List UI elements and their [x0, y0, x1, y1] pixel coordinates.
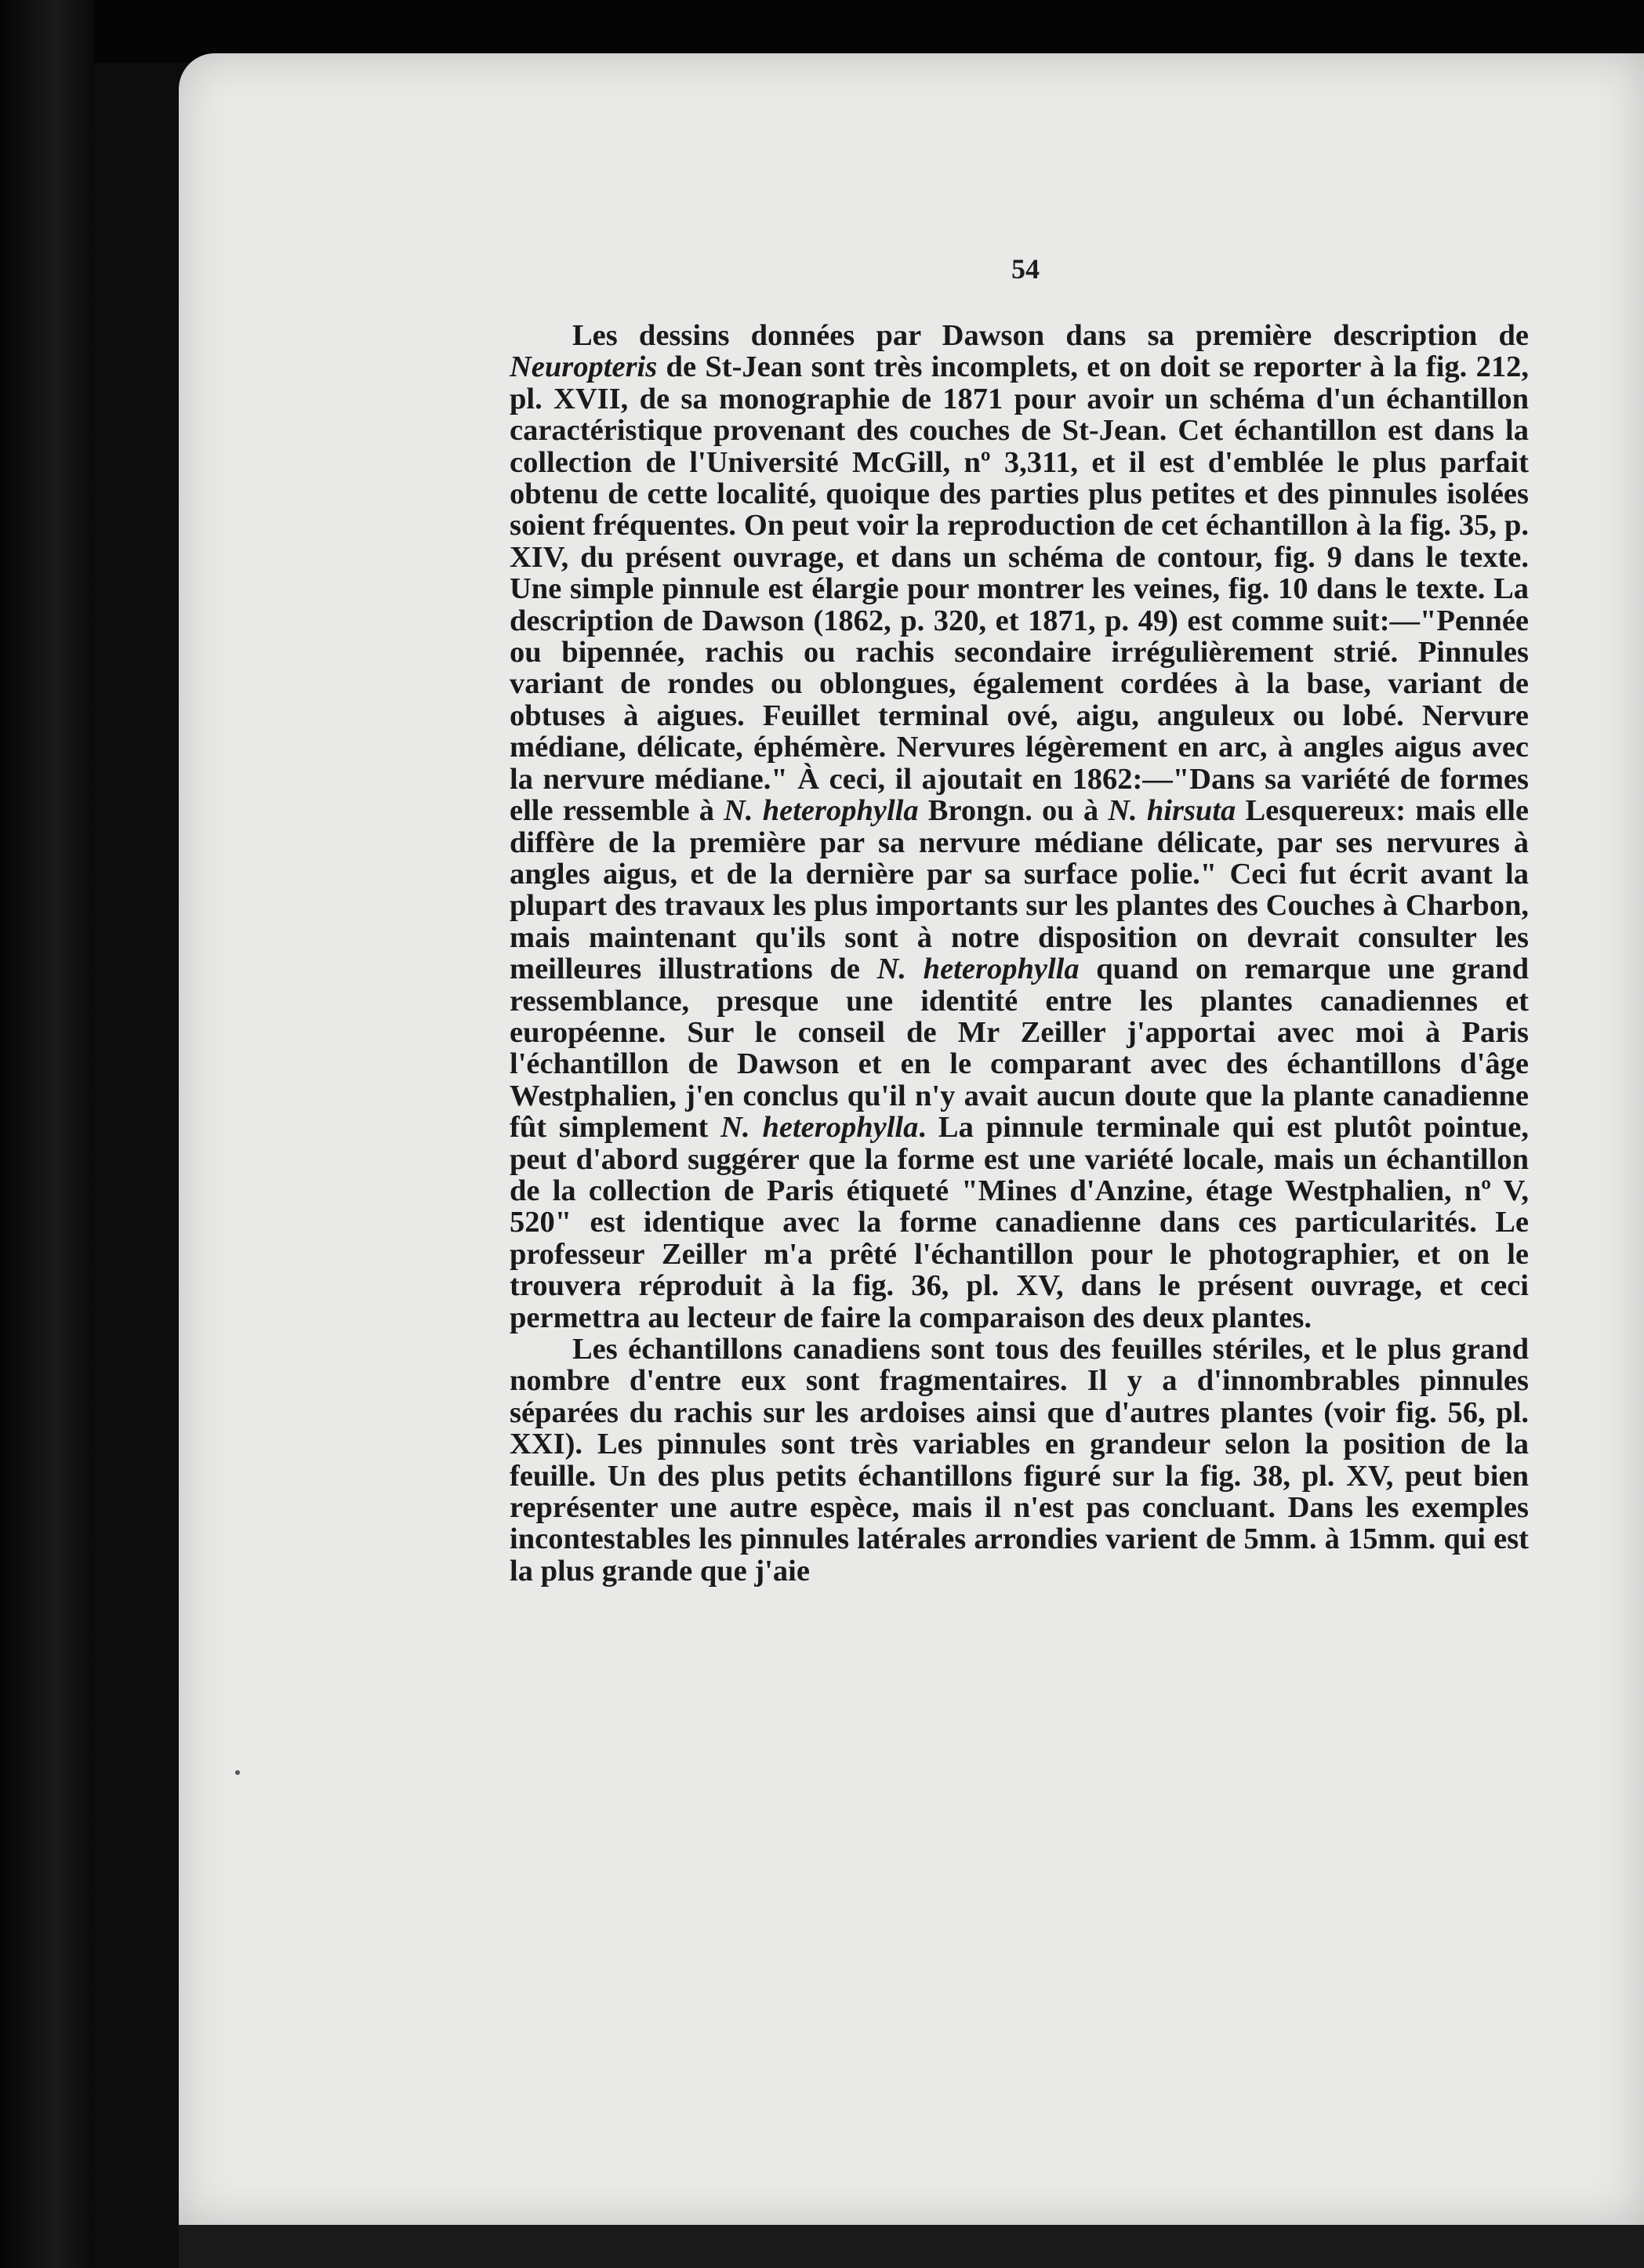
text-run: Brongn. ou à	[918, 794, 1109, 828]
text-run: de St-Jean sont très incomplets, et on doit se reporter à la fig. 212, pl. XVII, de sa monographie de 1871 pour avoir un schéma d'un échantillon caractéristique provenant des couches de St-Jean. Cet échantillon est dans la collection de l'Université McGill, nº 3,311, et il est d'emblée le plus parfait obtenu de cette localité, quoique des parties plus petites et des pinnules isolées soient fréquentes. On peut voir la reproduction de cet échantillon à la fig. 35, p. XIV, du présent ouvrage, et dans un schéma de contour, fig. 9 dans le texte. Une simple pinnule est élargie pour montrer les veines, fig. 10 dans le texte. La description de Dawson (1862, p. 320, et 1871, p. 49) est comme suit:—"Pennée ou bipennée, rachis ou rachis secondaire irrégulièrement strié. Pinnules variant de rondes ou oblongues, également cordées à la base, variant de obtuses à aigues. Feuillet terminal ové, aigu, anguleux ou lobé. Nervure médiane, délicate, éphémère. Nervures légèrement en arc, à angles aigus avec la nervure médiane." À ceci, il ajoutait en 1862:—"Dans sa variété de formes elle ressemble à	[510, 350, 1529, 828]
text-run: quand on remarque une grand ressemblance, presque une identité entre les plantes canadiennes et européenne. Sur le conseil de Mr Zeiller j'apportai avec moi à Paris l'échantillon de Dawson et en le comparant avec des échantillons d'âge Westphalien, j'en conclus qu'il n'y avait aucun doute que la plante canadienne fût simplement	[510, 953, 1529, 1145]
text-run: . La pinnule terminale qui est plutôt pointue, peut d'abord suggérer que la forme est une variété locale, mais un échantillon de la collection de Paris étiqueté "Mines d'Anzine, étage Westphalien, nº V, 520" est identique avec la forme canadienne dans ces particularités. Le professeur Zeiller m'a prêté l'échantillon pour le photographier, et on le trouvera réproduit à la fig. 36, pl. XV, dans le présent ouvrage, et ceci permettra au lecteur de faire la comparaison des deux plantes.	[510, 1111, 1529, 1334]
italic-taxon-name: N. hirsuta	[1108, 794, 1236, 828]
text-run: Les échantillons canadiens sont tous des feuilles stériles, et le plus grand nombre d'entre eux sont fragmentaires. Il y a d'innombrables pinnules séparées du rachis sur les ardoises ainsi que d'autres plantes (voir fig. 56, pl. XXI). Les pinnules sont très variables en grandeur selon la position de la feuille. Un des plus petits échantillons figuré sur la fig. 38, pl. XV, peut bien représenter une autre espèce, mais il n'est pas concluant. Dans les exemples incontestables les pinnules latérales arrondies varient de 5mm. à 15mm. qui est la plus grande que j'aie	[510, 1333, 1529, 1588]
body-text	[510, 320, 1529, 1587]
paragraph-2	[510, 1334, 1529, 1587]
italic-taxon-name: N. heterophylla	[724, 794, 919, 828]
italic-taxon-name: N. heterophylla	[876, 953, 1080, 986]
italic-taxon-name: N. heterophylla	[720, 1111, 919, 1145]
text-run: Les dessins données par Dawson dans sa première description de	[572, 319, 1529, 352]
scan-speck	[235, 1770, 243, 1778]
scan-border-left	[0, 0, 94, 2268]
text-run: Lesquereux: mais elle diffère de la première par sa nervure médiane délicate, par ses nervures à angles aigus, et de la dernière par sa surface polie." Ceci fut écrit avant la plupart des travaux les plus importants sur les plantes des Couches à Charbon, mais maintenant qu'ils sont à notre disposition on devrait consulter les meilleures illustrations de	[510, 794, 1529, 986]
page-bottom-edge	[179, 2225, 1644, 2268]
italic-taxon-name: Neuropteris	[510, 350, 658, 384]
page-number: 54	[1011, 253, 1040, 285]
paragraph-1	[510, 320, 1529, 1334]
